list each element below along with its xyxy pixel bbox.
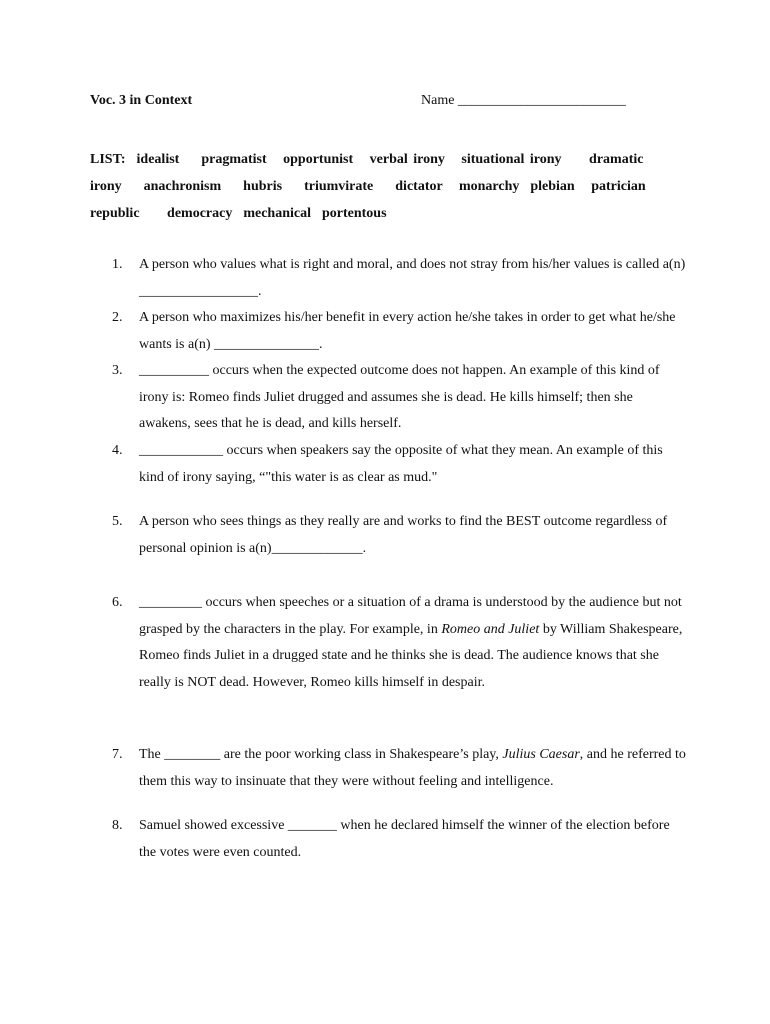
word-list-line: republic democracy mechanical portentous bbox=[90, 206, 387, 221]
play-title: Romeo and Juliet bbox=[441, 621, 540, 637]
question-text: ____________ occurs when speakers say the opposite of what they mean. An example of this kind of irony saying, “"this water is as clear as mud." bbox=[139, 443, 663, 485]
header bbox=[90, 93, 690, 109]
question-number: 4. bbox=[112, 443, 123, 458]
question-number: 2. bbox=[112, 310, 123, 325]
play-title: Julius Caesar bbox=[502, 747, 580, 762]
question-text: A person who values what is right and moral, and does not stray from his/her values is called a(n) _________________. bbox=[139, 257, 686, 299]
question-text bbox=[139, 742, 690, 795]
question-text: A person who maximizes his/her benefit in every action he/she takes in order to get what he/she wants is a(n) _______________. bbox=[139, 310, 676, 352]
question-text: Samuel showed excessive _______ when he declared himself the winner of the election before the votes were even counted. bbox=[139, 818, 670, 860]
vocabulary-word-list bbox=[90, 146, 660, 227]
question-text bbox=[139, 590, 687, 696]
question-5 bbox=[112, 509, 687, 562]
question-6 bbox=[112, 590, 687, 696]
word-list-line: LIST: idealist pragmatist opportunist verbal irony situational irony dramatic bbox=[90, 152, 644, 167]
question-number: 7. bbox=[112, 747, 123, 762]
question-text-part: _________ occurs when speeches or a situation of a drama is understood by the audience but not grasped by the characters in the play. For example, in bbox=[139, 595, 686, 637]
question-4 bbox=[112, 438, 687, 491]
question-number: 6. bbox=[112, 595, 123, 610]
question-text-part: , and he referred to them this way to insinuate that they were without feeling and intelligence. bbox=[139, 747, 690, 789]
worksheet-title: Voc. 3 in Context bbox=[90, 93, 193, 108]
question-text-part: The ________ are the poor working class in Shakespeare’s play, bbox=[139, 747, 503, 762]
question-number: 3. bbox=[112, 363, 123, 378]
question-7 bbox=[112, 742, 690, 795]
question-text: __________ occurs when the expected outcome does not happen. An example of this kind of irony is: Romeo finds Juliet drugged and assumes she is dead. He kills himself; then she awakens, sees that he is dead, and kills herself. bbox=[139, 363, 660, 432]
name-field: Name ________________________ bbox=[421, 93, 626, 108]
question-1 bbox=[112, 252, 687, 305]
question-text-part: by William Shakespeare, Romeo finds Juliet in a drugged state and he thinks she is dead. The audience knows that she really is NOT dead. However, Romeo kills himself in despair. bbox=[139, 621, 686, 690]
question-number: 5. bbox=[112, 514, 123, 529]
question-8 bbox=[112, 813, 687, 866]
question-number: 8. bbox=[112, 818, 123, 833]
word-list-line: irony anachronism hubris triumvirate dictator monarchy plebian patrician bbox=[90, 179, 646, 194]
question-number: 1. bbox=[112, 257, 123, 272]
question-2 bbox=[112, 305, 687, 358]
question-3 bbox=[112, 358, 687, 438]
question-text: A person who sees things as they really are and works to find the BEST outcome regardless of personal opinion is a(n)_____________. bbox=[139, 514, 668, 556]
